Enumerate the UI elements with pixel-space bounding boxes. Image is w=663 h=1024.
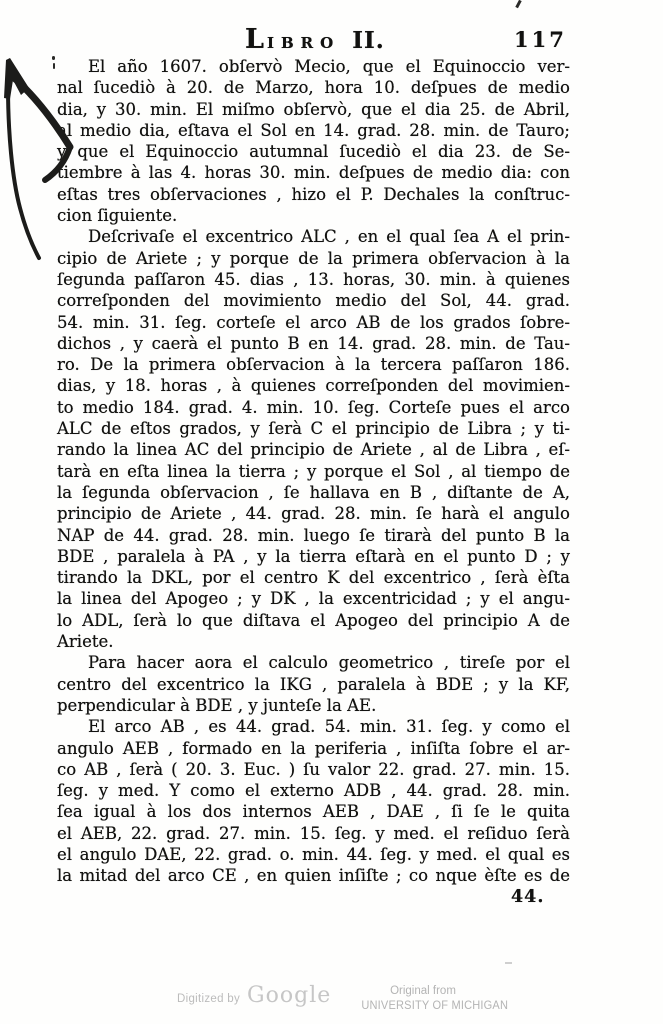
title-numeral: II.	[352, 27, 385, 54]
catchword: 44.	[511, 887, 545, 907]
text-line: 54. min. 31. ſeg. corteſe el arco AB de los grados ſobre-	[57, 312, 570, 332]
text-line: angulo AEB , formado en la periferia , inſiſta ſobre el ar-	[57, 738, 570, 758]
text-line: Ariete.	[57, 632, 114, 652]
title-initial: L	[245, 24, 264, 55]
text-line: dia, y 30. min. El miſmo obſervò, que el dia 25. de Abril,	[57, 99, 570, 119]
text-line: la linea del Apogeo ; y DK , la excentricidad ; y el angu-	[57, 589, 570, 609]
digitized-by	[177, 983, 331, 1008]
google-logo: Google	[247, 983, 332, 1008]
ink-speck	[52, 56, 55, 60]
text-line: ſea igual à los dos internos AEB , DAE , ſi ſe le quita	[57, 802, 570, 822]
text-line: cion ſiguiente.	[57, 206, 178, 226]
text-line: El arco AB , es 44. grad. 54. min. 31. ſeg. y como el	[88, 717, 570, 737]
digitized-by-label: Digitized by	[177, 993, 241, 1005]
text-line: el angulo DAE, 22. grad. o. min. 44. ſeg. y med. el qual es	[57, 844, 570, 864]
text-line: la ſegunda obſervacion , ſe hallava en B , diſtante de A,	[57, 482, 570, 502]
ink-speck	[53, 63, 55, 69]
text-line: tarà en eſta linea la tierra ; y porque el Sol , al tiempo de	[57, 461, 570, 481]
scan-speck	[505, 962, 512, 964]
institution-label: UNIVERSITY OF MICHIGAN	[361, 998, 509, 1012]
text-line: correſponden del movimiento medio del Sol, 44. grad.	[57, 291, 570, 311]
provenance-note	[356, 985, 509, 1012]
text-line: BDE , paralela à PA , y la tierra eſtarà en el punto D ; y	[57, 546, 570, 566]
original-from-label: Original from	[390, 985, 456, 997]
text-line: el AEB, 22. grad. 27. min. 15. ſeg. y med. el reſiduo ſerà	[57, 823, 570, 843]
text-line: ro. De la primera obſervacion à la tercera paſſaron 186.	[57, 355, 570, 375]
text-line: dias, y 18. horas , à quienes correſponden del movimien-	[57, 376, 570, 396]
text-line: El año 1607. obſervò Mecio, que el Equinoccio ver-	[88, 57, 570, 76]
page-title	[245, 24, 385, 55]
text-line: ſeg. y med. Y como el externo ADB , 44. grad. 28. min.	[57, 781, 570, 801]
text-line: to medio 184. grad. 4. min. 10. ſeg. Corteſe pues el arco	[57, 397, 570, 417]
text-line: centro del excentrico la IKG , paralela à BDE ; y la KF,	[57, 674, 570, 694]
text-line: la mitad del arco CE , en quien inſiſte ; co nque èſte es de	[57, 866, 570, 886]
text-line: Deſcrivaſe el excentrico ALC , en el qual ſea A el prin-	[88, 227, 570, 247]
text-line: cipio de Ariete ; y porque de la primera obſervacion à la	[57, 248, 570, 268]
text-line: NAP de 44. grad. 28. min. luego ſe tirarà del punto B la	[57, 525, 570, 545]
text-line: al medio dia, eſtava el Sol en 14. grad. 28. min. de Tauro;	[57, 120, 570, 140]
text-line: ALC de eſtos grados, y ſerà C el principio de Libra ; y ti-	[57, 419, 570, 439]
title-caps: IBRO	[266, 34, 341, 52]
ink-speck	[515, 0, 521, 8]
text-line: lo ADL, ſerà lo que diſtava el Apogeo del principio A de	[57, 610, 570, 630]
text-line: ſegunda paſſaron 45. dias , 13. horas, 30. min. à quienes	[57, 269, 570, 289]
text-line: rando la linea AC del principio de Ariete , al de Libra , eſ-	[57, 440, 570, 460]
text-line: tirando la DKL, por el centro K del excentrico , ſerà èſta	[57, 568, 570, 588]
text-line: principio de Ariete , 44. grad. 28. min. ſe harà el angulo	[57, 504, 570, 524]
page-number: 117	[514, 27, 567, 52]
text-line: Para hacer aora el calculo geometrico , tireſe por el	[88, 653, 570, 673]
text-line: y que el Equinoccio autumnal ſucediò el dia 23. de Se-	[57, 142, 570, 162]
text-line: co AB , ſerà ( 20. 3. Euc. ) ſu valor 22. grad. 27. min. 15.	[57, 759, 570, 779]
text-line: tiembre à las 4. horas 30. min. deſpues de medio dia: con	[57, 163, 570, 183]
text-line: nal ſucediò à 20. de Marzo, hora 10. deſpues de medio	[57, 78, 570, 98]
body-text	[57, 56, 570, 887]
text-line: perpendicular à BDE , y junteſe la AE.	[57, 695, 377, 715]
text-line: dichos , y caerà el punto B en 14. grad. 28. min. de Tau-	[57, 333, 570, 353]
text-line: eſtas tres obſervaciones , hizo el P. Dechales la conſtruc-	[57, 184, 570, 204]
